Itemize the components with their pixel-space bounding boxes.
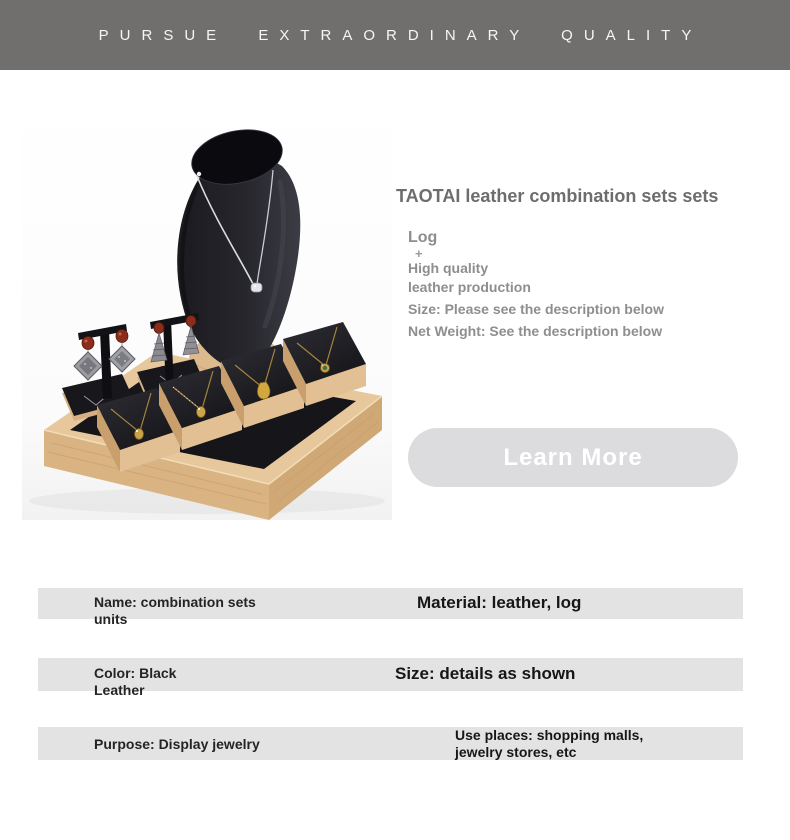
- spec-row-color-size: [38, 658, 743, 698]
- spec-label: Color: Black Leather: [94, 665, 177, 698]
- top-banner: [0, 0, 790, 70]
- product-title: TAOTAI leather combination sets sets: [396, 186, 719, 206]
- feature-quality: High quality: [408, 260, 489, 276]
- feature-size: Size: Please see the description below: [408, 301, 664, 317]
- feature-material: Log: [408, 229, 438, 246]
- spec-row-purpose-places: [38, 727, 743, 760]
- spec-value: Use places: shopping malls, jewelry stores, etc: [455, 727, 644, 760]
- banner-slogan: PURSUE EXTRAORDINARY QUALITY: [98, 26, 703, 44]
- feature-production: leather production: [408, 279, 531, 295]
- product-photo: [22, 100, 392, 520]
- feature-list: [408, 228, 670, 341]
- spec-row-name-material: [38, 588, 743, 627]
- spec-value: Material: leather, log: [417, 593, 582, 612]
- learn-more-button[interactable]: Learn More: [408, 428, 738, 487]
- spec-label: Name: combination sets units: [94, 594, 256, 627]
- spec-value: Size: details as shown: [395, 664, 576, 683]
- plus-icon: +: [415, 246, 423, 261]
- jewelry-display-illustration: [22, 100, 392, 520]
- feature-net-weight: Net Weight: See the description below: [408, 323, 663, 339]
- spec-label: Purpose: Display jewelry: [94, 736, 260, 752]
